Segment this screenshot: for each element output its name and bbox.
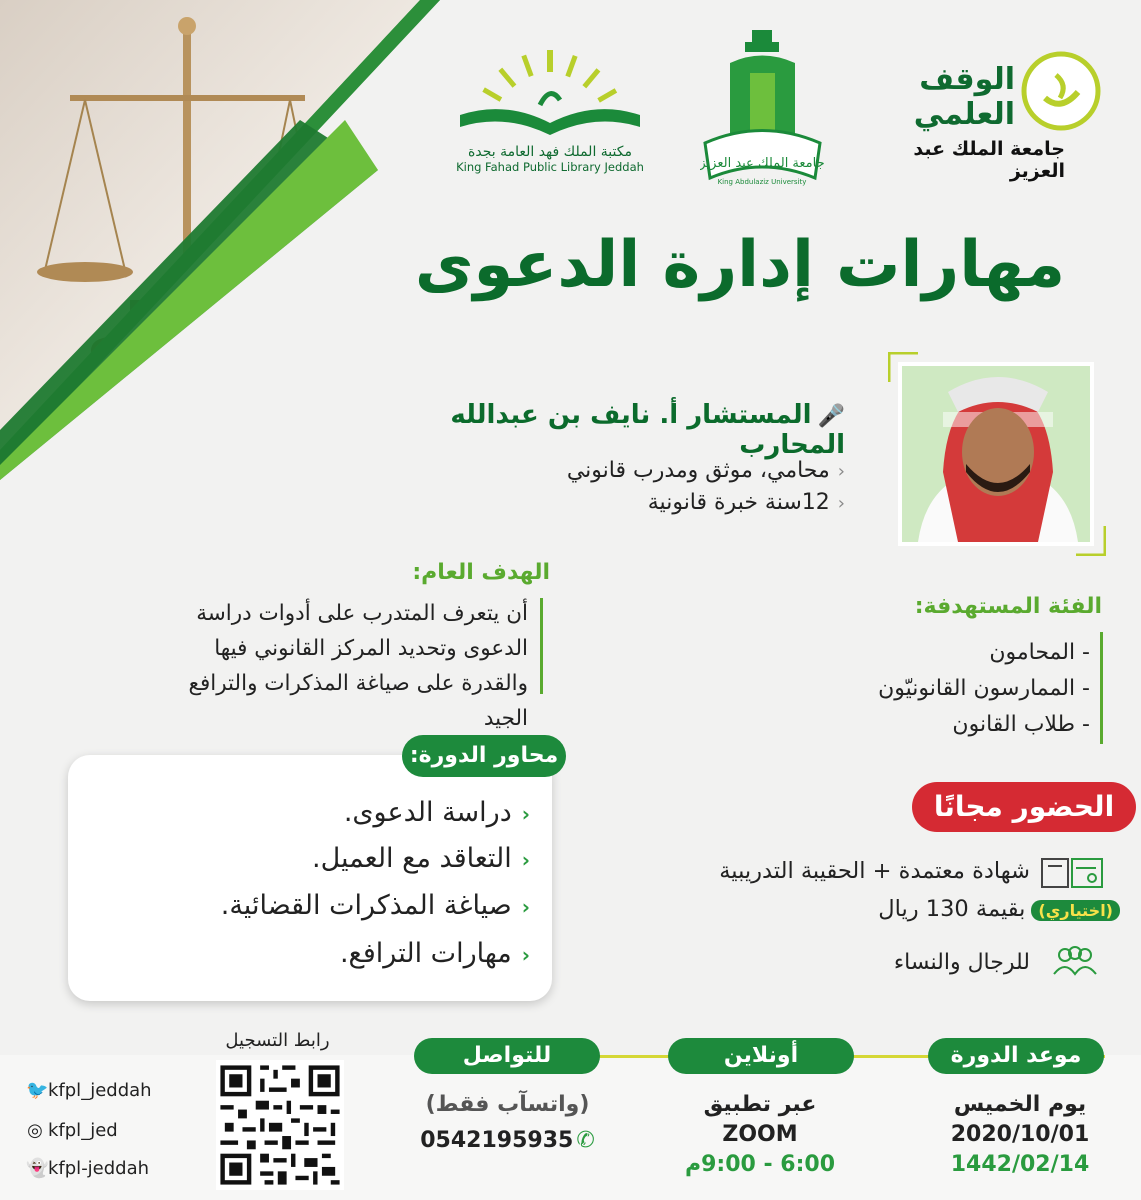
certificate-price-row (820, 896, 1120, 922)
zoom-app: ZOOM (722, 1122, 798, 1147)
credential-text: 12سنة خبرة قانونية (647, 490, 830, 515)
library-name-en: King Fahad Public Library Jeddah (456, 160, 644, 174)
phone-number[interactable]: 0542195935 (420, 1128, 574, 1153)
library-book-icon (455, 45, 645, 140)
snapchat-icon: 👻 (26, 1158, 49, 1179)
waqf-logo (880, 50, 1110, 182)
chevron-icon: ‹ (521, 943, 530, 967)
optional-badge: (اختياري) (1031, 900, 1120, 921)
online-pill: أونلاين (668, 1038, 854, 1074)
instagram-text: kfpl_jed (48, 1120, 118, 1141)
waqf-emblem-icon (1020, 50, 1102, 132)
registration-label: رابط التسجيل (225, 1030, 330, 1051)
users-icon (1050, 944, 1100, 978)
certificate-icon (1040, 856, 1104, 890)
speaker-credential-2 (350, 490, 845, 515)
snapchat-text: kfpl-jeddah (48, 1158, 150, 1179)
library-name-ar: مكتبة الملك فهد العامة بجدة (468, 144, 632, 160)
instagram-handle[interactable] (26, 1120, 118, 1141)
certificate-text: شهادة معتمدة + الحقيبة التدريبية (719, 858, 1030, 884)
contact-pill: للتواصل (414, 1038, 600, 1074)
outline-item-text: مهارات الترافع. (339, 938, 512, 969)
target-group-divider (1100, 632, 1103, 744)
goal-divider (540, 598, 543, 694)
instagram-icon: ◎ (27, 1120, 43, 1141)
waqf-name: الوقف العلمي (913, 62, 1015, 132)
certificate-price: بقيمة 130 ريال (878, 896, 1026, 922)
chevron-icon: ‹ (521, 848, 530, 872)
chevron-icon: ‹ (837, 493, 845, 514)
twitter-handle[interactable] (26, 1080, 152, 1101)
speaker-photo (888, 352, 1106, 556)
king-fahad-library-logo (455, 45, 645, 175)
phone-row (405, 1126, 610, 1156)
outline-item (90, 938, 530, 969)
via-app: عبر تطبيق (703, 1092, 817, 1117)
kau-seal-text-en: King Abdulaziz University (717, 178, 807, 186)
contact-info (405, 1090, 610, 1156)
online-info (660, 1090, 860, 1180)
hijri-date: 1442/02/14 (950, 1152, 1090, 1177)
outline-item (90, 843, 530, 874)
speaker-name-row (350, 400, 845, 460)
gregorian-date: 2020/10/01 (950, 1122, 1090, 1147)
target-item: - الممارسون القانونيّون (878, 676, 1090, 701)
schedule-info (920, 1090, 1120, 1180)
chevron-icon: ‹ (837, 461, 845, 482)
twitter-icon: 🐦 (26, 1080, 49, 1101)
goal-text: أن يتعرف المتدرب على أدوات دراسة الدعوى وتحديد المركز القانوني فيها والقدرة على صياغة المذكرات والترافع الجيد (188, 601, 528, 731)
goal-heading: الهدف العام: (412, 560, 550, 585)
free-attendance-badge: الحضور مجانًا (912, 782, 1136, 832)
speaker-name: المستشار أ. نايف بن عبدالله المحارب (450, 400, 845, 460)
waqf-university: جامعة الملك عبد العزيز (913, 138, 1065, 182)
outline-heading: محاور الدورة: (402, 735, 566, 777)
kau-seal-logo (700, 28, 825, 188)
outline-item (90, 890, 530, 921)
audience-text: للرجال والنساء (893, 950, 1030, 975)
course-time: 6:00 - 9:00م (684, 1152, 836, 1177)
outline-item-text: التعاقد مع العميل. (312, 843, 512, 874)
kau-seal-text: جامعة الملك عبد العزيز (700, 156, 825, 171)
course-title: مهارات إدارة الدعوى (414, 228, 1066, 302)
target-group-heading: الفئة المستهدفة: (914, 594, 1102, 619)
speaker-credential-1 (350, 458, 845, 483)
registration-qr-code[interactable] (216, 1060, 344, 1190)
whatsapp-icon: ✆ (576, 1128, 595, 1153)
twitter-text: kfpl_jeddah (48, 1080, 152, 1101)
chevron-icon: ‹ (521, 802, 530, 826)
target-item: - المحامون (989, 640, 1090, 665)
chevron-icon: ‹ (521, 895, 530, 919)
outline-item (90, 797, 530, 828)
outline-item-text: صياغة المذكرات القضائية. (220, 890, 512, 921)
whatsapp-only: (واتسآب فقط) (425, 1092, 590, 1117)
credential-text: محامي، موثق ومدرب قانوني (566, 458, 830, 483)
course-day: يوم الخميس (953, 1092, 1087, 1117)
date-pill: موعد الدورة (928, 1038, 1104, 1074)
outline-item-text: دراسة الدعوى. (343, 797, 512, 828)
snapchat-handle[interactable] (26, 1158, 149, 1179)
target-item: - طلاب القانون (952, 712, 1090, 737)
microphone-icon: 🎤 (817, 404, 845, 429)
